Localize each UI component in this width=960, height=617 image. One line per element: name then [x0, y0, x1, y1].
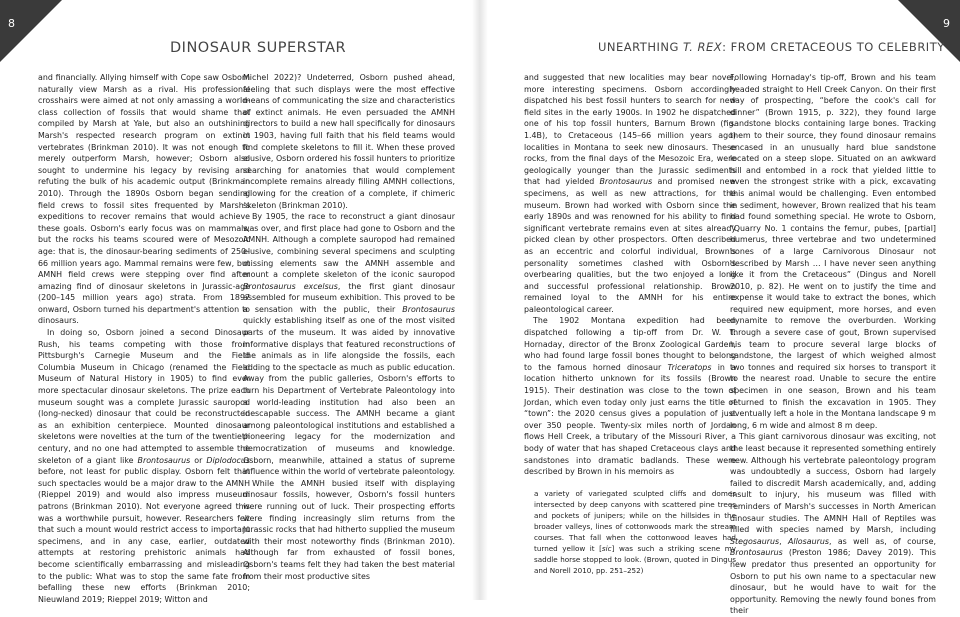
paragraph: By 1905, the race to reconstruct a giant dinosaur was over, and first place had gone to Osborn and the AMNH. Although a complete sauropod had remained elusive, combining several specimens and sculpting missing elements saw the AMNH assemble and mount a complete skeleton of the iconic sauropod Brontosaurus excelsus, the first giant dinosaur assembled for museum exhibition. This proved to be a sensation with the public, their Brontosaurus quickly establishing itself as one of the most visited parts of the museum. It was aided by innovative informative displays that featured reconstructions of the animals as in life alongside the fossils, each adding to the spectacle as much as public education. Away from the public galleries, Osborn's efforts to turn his Department of Vertebrate Paleontology into a world-leading institution had also been an inescapable success. The AMNH became a giant among paleontological institutions and established a pioneering legacy for the modernization and democratization of museums and knowledge. Osborn, meanwhile, attained a status of supreme influence within the world of vertebrate paleontology. — [243, 212, 455, 477]
page-number: 8 — [8, 17, 15, 30]
text-column — [524, 72, 736, 596]
paragraph: The 1902 Montana expedition had been dispatched following a tip-off from Dr. W. T. Hornaday, director of the Bronx Zoological Garden, who had found large fossil bones thought to belong to the famous horned dinosaur Triceratops in a location hitherto unknown for its fossils (Brown 1915). Their destination was close to the town of Jordan, which even today only just earns the title of “town”: the 2020 census gives a population of just over 350 people. Twenty-six miles north of Jordan flows Hell Creek, a tributary of the Missouri River, a body of water that has shaped Cretaceous clays and sandstones into dramatic badlands. These were described by Brown in his memoirs as — [524, 316, 737, 477]
paragraph: In doing so, Osborn joined a second Dinosaur Rush, his teams competing with those from Pittsburgh's Carnegie Museum and the Field Columbia Museum in Chicago (renamed the Field Museum of Natural History in 1905) to find ever more spectacular dinosaur skeletons. The prize each museum sought was a complete Jurassic sauropod (long-necked) dinosaur that could be reconstructed as an exhibition centerpiece. Mounted dinosaur skeletons were novelties at the turn of the twentieth century, and no one had attempted to assemble the skeleton of a giant like Brontosaurus or Diplodocus before, not least for public display. Osborn felt that such spectacles would be a major draw to the AMNH (Rieppel 2019) and would also impress museum patrons (Brinkman 2010). Not everyone agreed this was a worthwhile pursuit, however. Researchers felt that such a mount would restrict access to important specimens, and in any case, earlier, outdated attempts at restoring prehistoric animals had become scientifically embarrassing and misleading to the public: What was to stop the same fate from befalling these new efforts (Brinkman 2010; Nieuwland 2019; Rieppel 2019; Witton and — [38, 328, 250, 604]
page-corner-tab — [0, 0, 62, 62]
text-column — [730, 72, 936, 616]
running-head-italic: T. REX — [683, 40, 723, 54]
running-head — [598, 40, 945, 54]
left-page — [0, 0, 480, 604]
text-column — [243, 72, 455, 596]
running-head: DINOSAUR SUPERSTAR — [170, 40, 347, 56]
page-number: 9 — [943, 17, 950, 30]
paragraph: Following Hornaday's tip-off, Brown and his team headed straight to Hell Creek Canyon. On their first day of prospecting, “before the cook's call for dinner” (Brown 1915, p. 322), they found large sandstone blocks containing large bones. Tracking them to their source, they found dinosaur remains encased in an unusually hard blue sandstone located on a steep slope. Situated on an awkward hill and entombed in a rock that yielded little to even the strongest strike with a pick, excavating this animal would be challenging. Even entombed in sediment, however, Brown realized that his team had found something special. He wrote to Osborn, “Quarry No. 1 contains the femur, pubes, [partial] humerus, three vertebrae and two undetermined bones of a large Carnivorous Dinosaur not described by Marsh … I have never seen anything like it from the Cretaceous” (Dingus and Norell 2010, p. 82). He went on to justify the time and expense it would take to extract the bones, which required new equipment, more horses, and even dynamite to remove the overburden. Working through a severe case of gout, Brown supervised his team to procure several large blocks of sandstone, the largest of which weighed almost two tonnes and required six horses to transport it to the nearest road. Unable to secure the entire specimen in one season, Brown and his team returned to finish the excavation in 1905. They eventually left a hole in the Montana landscape 9 m long, 6 m wide and almost 8 m deep. — [730, 73, 936, 430]
paragraph: Michel 2022)? Undeterred, Osborn pushed ahead, feeling that such displays were the most effective means of communicating the size and characteristics of extinct animals. He even persuaded the AMNH directors to build a new hall specifically for dinosaurs in 1903, having full faith that his field teams would find complete skeletons to fill it. When these proved elusive, Osborn ordered his fossil hunters to prioritize searching for anatomies that would complement incomplete remains already filling AMNH collections, allowing for the creation of a complete, if chimeric skeleton (Brinkman 2010). — [243, 73, 455, 210]
text-column — [38, 72, 250, 604]
paragraph: This giant carnivorous dinosaur was exciting, not the least because it represented something entirely new. Although his vertebrate paleontology program was undoubtedly a success, Osborn had largely failed to discredit Marsh academically, and, adding insult to injury, his museum was filled with reminders of Marsh's successes in North American dinosaur studies. The AMNH Hall of Reptiles was filled with species named by Marsh, including Stegosaurus, Allosaurus, as well as, of course, Brontosaurus (Preston 1986; Davey 2019). This new predator thus presented an opportunity for Osborn to put his own name to a spectacular new dinosaur, but he would have to wait for the opportunity. Removing the newly found bones from their — [730, 432, 936, 616]
running-head-pre: UNEARTHING — [598, 40, 684, 54]
paragraph: and financially. Allying himself with Cope saw Osborn naturally view Marsh as a rival. His professional crosshairs were aimed at not only amassing a world-class collection of fossils that would shame that compiled by Marsh at Yale, but also an outshining Marsh's respected research program on extinct vertebrates (Brinkman 2010). It was not enough to merely outperform Marsh, however; Osborn also sought to undermine his legacy by revising and refuting the bulk of his academic output (Brinkman 2010). Through the 1890s Osborn began sending field crews to fossil sites frequented by Marsh's expeditions to recover remains that would achieve these goals. Osborn's early focus was on mammals, but the rocks his teams scoured were of Mesozoic age: that is, the dinosaur-bearing sediments of 250–66 million years ago. Mammal remains were few, but AMNH field crews were stepping over find after amazing find of dinosaur skeletons in Jurassic-age (200–145 million years ago) strata. From 1897 onward, Osborn turned his department's attention to dinosaurs. — [38, 73, 250, 326]
book-gutter — [472, 0, 488, 600]
block-quote: a variety of variegated sculpted cliffs and domes intersected by deep canyons with scattered pine trees and pockets of junipers; while on the hillsides in the broader valleys, lines of cottonwoods mark the stream courses. That fall when the cottonwood leaves had turned yellow it [sic] was such a striking scene my saddle horse stopped to look. (Brown, quoted in Dingus and Norell 2010, pp. 251–252) — [534, 488, 736, 575]
running-head-post: : FROM CRETACEOUS TO CELEBRITY — [722, 40, 945, 54]
paragraph: and suggested that new localities may bear novel, more interesting specimens. Osborn accordingly dispatched his best fossil hunters to search for new field sites in the early 1900s. In 1902 he dispatched one of his top fossil hunters, Barnum Brown (fig. 1.4B), to Cretaceous (145–66 million years ago) localities in Montana to seek new dinosaurs. These rocks, from the final days of the Mesozoic Era, were geologically younger than the Jurassic sediments that had yielded Brontosaurus and promised new specimens, as well as new attractions, for the museum. Brown had worked with Osborn since the early 1890s and was renowned for his ability to find significant vertebrate remains even at sites already picked clean by other prospectors. Often described as an eccentric and colorful individual, Brown's personality sometimes clashed with Osborn's overbearing qualities, but the two enjoyed a long and successful professional relationship. Brown remained loyal to the AMNH for his entire paleontological career. — [524, 73, 736, 314]
page-body — [480, 72, 960, 616]
page-body — [0, 72, 480, 604]
paragraph: While the AMNH busied itself with displaying dinosaur fossils, however, Osborn's fossil hunters were running out of luck. Their prospecting efforts were finding increasingly slim returns from the Jurassic rocks that had hitherto supplied the museum with their most noteworthy finds (Brinkman 2010). Although far from exhausted of fossil bones, Osborn's teams felt they had taken the best material from their most productive sites — [243, 478, 455, 581]
right-page — [480, 0, 960, 616]
